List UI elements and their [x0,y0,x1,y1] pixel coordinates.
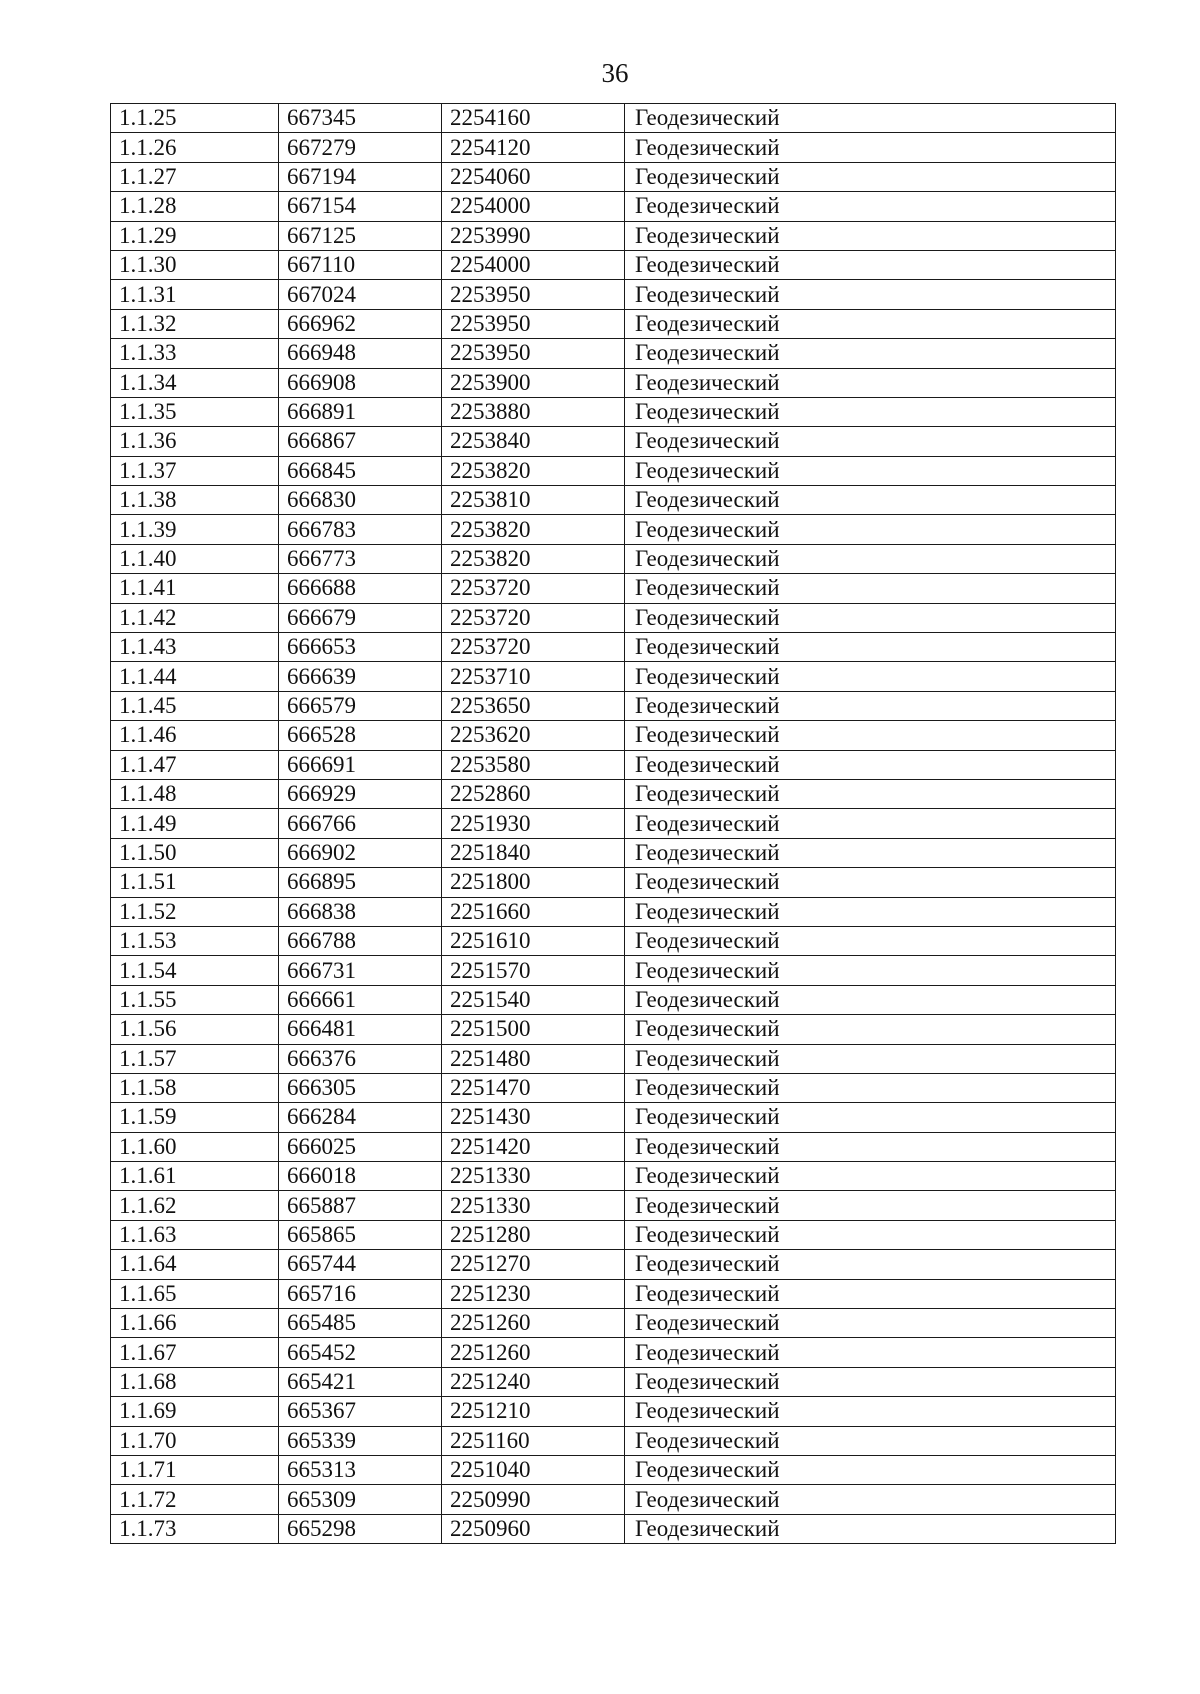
x-coordinate-cell: 666731 [279,956,442,985]
y-coordinate-cell: 2251270 [442,1250,625,1279]
y-coordinate-cell: 2252860 [442,779,625,808]
table-row [111,1015,1116,1044]
y-coordinate-cell: 2254060 [442,162,625,191]
x-coordinate-cell: 665452 [279,1338,442,1367]
point-number-cell: 1.1.26 [111,133,279,162]
table-row [111,280,1116,309]
table-row [111,221,1116,250]
point-number-cell: 1.1.34 [111,368,279,397]
y-coordinate-cell: 2254000 [442,192,625,221]
point-number-cell: 1.1.59 [111,1103,279,1132]
point-type-cell: Геодезический [625,1191,1116,1220]
point-type-cell: Геодезический [625,486,1116,515]
point-type-cell: Геодезический [625,339,1116,368]
y-coordinate-cell: 2253950 [442,280,625,309]
y-coordinate-cell: 2253820 [442,544,625,573]
table-row [111,1220,1116,1249]
x-coordinate-cell: 666679 [279,603,442,632]
point-type-cell: Геодезический [625,368,1116,397]
y-coordinate-cell: 2251500 [442,1015,625,1044]
y-coordinate-cell: 2251230 [442,1279,625,1308]
y-coordinate-cell: 2253620 [442,721,625,750]
table-row [111,779,1116,808]
y-coordinate-cell: 2251480 [442,1044,625,1073]
x-coordinate-cell: 666661 [279,985,442,1014]
y-coordinate-cell: 2254120 [442,133,625,162]
table-row [111,544,1116,573]
table-row [111,1367,1116,1396]
x-coordinate-cell: 666653 [279,633,442,662]
x-coordinate-cell: 666783 [279,515,442,544]
point-number-cell: 1.1.38 [111,486,279,515]
table-row [111,192,1116,221]
point-type-cell: Геодезический [625,1279,1116,1308]
y-coordinate-cell: 2253710 [442,662,625,691]
table-row [111,162,1116,191]
point-type-cell: Геодезический [625,779,1116,808]
point-number-cell: 1.1.25 [111,104,279,133]
x-coordinate-cell: 665485 [279,1309,442,1338]
point-number-cell: 1.1.60 [111,1132,279,1161]
y-coordinate-cell: 2251260 [442,1338,625,1367]
y-coordinate-cell: 2251930 [442,809,625,838]
table-row [111,868,1116,897]
x-coordinate-cell: 665887 [279,1191,442,1220]
y-coordinate-cell: 2253810 [442,486,625,515]
point-number-cell: 1.1.43 [111,633,279,662]
point-type-cell: Геодезический [625,456,1116,485]
point-type-cell: Геодезический [625,1073,1116,1102]
x-coordinate-cell: 666845 [279,456,442,485]
point-type-cell: Геодезический [625,1103,1116,1132]
coordinates-table [110,103,1116,1544]
y-coordinate-cell: 2253840 [442,427,625,456]
point-type-cell: Геодезический [625,250,1116,279]
point-number-cell: 1.1.30 [111,250,279,279]
y-coordinate-cell: 2253990 [442,221,625,250]
point-type-cell: Геодезический [625,750,1116,779]
x-coordinate-cell: 665313 [279,1455,442,1484]
x-coordinate-cell: 666376 [279,1044,442,1073]
point-number-cell: 1.1.62 [111,1191,279,1220]
table-row [111,809,1116,838]
x-coordinate-cell: 666773 [279,544,442,573]
point-type-cell: Геодезический [625,1044,1116,1073]
table-row [111,427,1116,456]
x-coordinate-cell: 666929 [279,779,442,808]
y-coordinate-cell: 2254160 [442,104,625,133]
y-coordinate-cell: 2251160 [442,1426,625,1455]
point-number-cell: 1.1.31 [111,280,279,309]
point-type-cell: Геодезический [625,1162,1116,1191]
point-type-cell: Геодезический [625,427,1116,456]
point-number-cell: 1.1.40 [111,544,279,573]
y-coordinate-cell: 2254000 [442,250,625,279]
table-row [111,1309,1116,1338]
x-coordinate-cell: 666788 [279,926,442,955]
x-coordinate-cell: 665865 [279,1220,442,1249]
point-type-cell: Геодезический [625,868,1116,897]
point-type-cell: Геодезический [625,192,1116,221]
point-type-cell: Геодезический [625,1397,1116,1426]
point-type-cell: Геодезический [625,104,1116,133]
x-coordinate-cell: 665744 [279,1250,442,1279]
table-row [111,1338,1116,1367]
y-coordinate-cell: 2253720 [442,574,625,603]
point-number-cell: 1.1.71 [111,1455,279,1484]
point-number-cell: 1.1.28 [111,192,279,221]
point-number-cell: 1.1.55 [111,985,279,1014]
table-row [111,633,1116,662]
y-coordinate-cell: 2253580 [442,750,625,779]
point-number-cell: 1.1.69 [111,1397,279,1426]
x-coordinate-cell: 666895 [279,868,442,897]
table-row [111,133,1116,162]
point-type-cell: Геодезический [625,691,1116,720]
y-coordinate-cell: 2251800 [442,868,625,897]
point-number-cell: 1.1.56 [111,1015,279,1044]
x-coordinate-cell: 665367 [279,1397,442,1426]
point-type-cell: Геодезический [625,1338,1116,1367]
y-coordinate-cell: 2253820 [442,456,625,485]
table-row [111,250,1116,279]
table-row [111,1250,1116,1279]
x-coordinate-cell: 666891 [279,397,442,426]
table-body [111,104,1116,1544]
x-coordinate-cell: 667154 [279,192,442,221]
y-coordinate-cell: 2251660 [442,897,625,926]
table-row [111,456,1116,485]
table-row [111,985,1116,1014]
x-coordinate-cell: 666284 [279,1103,442,1132]
x-coordinate-cell: 666962 [279,309,442,338]
y-coordinate-cell: 2253950 [442,339,625,368]
x-coordinate-cell: 667345 [279,104,442,133]
y-coordinate-cell: 2250990 [442,1485,625,1514]
y-coordinate-cell: 2251260 [442,1309,625,1338]
point-number-cell: 1.1.72 [111,1485,279,1514]
point-number-cell: 1.1.58 [111,1073,279,1102]
y-coordinate-cell: 2251570 [442,956,625,985]
point-type-cell: Геодезический [625,1485,1116,1514]
y-coordinate-cell: 2251420 [442,1132,625,1161]
point-type-cell: Геодезический [625,162,1116,191]
point-type-cell: Геодезический [625,897,1116,926]
table-row [111,486,1116,515]
table-row [111,1162,1116,1191]
x-coordinate-cell: 666639 [279,662,442,691]
y-coordinate-cell: 2251540 [442,985,625,1014]
point-type-cell: Геодезический [625,1514,1116,1543]
point-type-cell: Геодезический [625,1132,1116,1161]
y-coordinate-cell: 2251330 [442,1191,625,1220]
table-row [111,956,1116,985]
point-type-cell: Геодезический [625,1455,1116,1484]
x-coordinate-cell: 666766 [279,809,442,838]
x-coordinate-cell: 666908 [279,368,442,397]
point-number-cell: 1.1.47 [111,750,279,779]
x-coordinate-cell: 666688 [279,574,442,603]
x-coordinate-cell: 666902 [279,838,442,867]
table-row [111,1191,1116,1220]
table-row [111,1426,1116,1455]
point-type-cell: Геодезический [625,1015,1116,1044]
table-row [111,1279,1116,1308]
point-number-cell: 1.1.46 [111,721,279,750]
table-row [111,838,1116,867]
point-type-cell: Геодезический [625,809,1116,838]
point-type-cell: Геодезический [625,221,1116,250]
y-coordinate-cell: 2251610 [442,926,625,955]
table-row [111,721,1116,750]
table-row [111,397,1116,426]
y-coordinate-cell: 2253720 [442,603,625,632]
y-coordinate-cell: 2253880 [442,397,625,426]
point-number-cell: 1.1.54 [111,956,279,985]
point-type-cell: Геодезический [625,544,1116,573]
point-number-cell: 1.1.65 [111,1279,279,1308]
table-row [111,662,1116,691]
y-coordinate-cell: 2253900 [442,368,625,397]
table-row [111,1103,1116,1132]
point-number-cell: 1.1.44 [111,662,279,691]
x-coordinate-cell: 665339 [279,1426,442,1455]
x-coordinate-cell: 666867 [279,427,442,456]
point-type-cell: Геодезический [625,1309,1116,1338]
point-type-cell: Геодезический [625,926,1116,955]
point-number-cell: 1.1.50 [111,838,279,867]
x-coordinate-cell: 667194 [279,162,442,191]
point-number-cell: 1.1.67 [111,1338,279,1367]
x-coordinate-cell: 666528 [279,721,442,750]
table-row [111,1514,1116,1543]
x-coordinate-cell: 666830 [279,486,442,515]
table-row [111,1455,1116,1484]
point-number-cell: 1.1.32 [111,309,279,338]
page-number: 36 [601,58,629,88]
point-number-cell: 1.1.73 [111,1514,279,1543]
table-row [111,897,1116,926]
point-number-cell: 1.1.49 [111,809,279,838]
table-row [111,603,1116,632]
point-type-cell: Геодезический [625,280,1116,309]
y-coordinate-cell: 2251330 [442,1162,625,1191]
point-type-cell: Геодезический [625,721,1116,750]
x-coordinate-cell: 665716 [279,1279,442,1308]
x-coordinate-cell: 666025 [279,1132,442,1161]
point-type-cell: Геодезический [625,1426,1116,1455]
point-number-cell: 1.1.42 [111,603,279,632]
table-row [111,750,1116,779]
table-row [111,104,1116,133]
table-row [111,1485,1116,1514]
x-coordinate-cell: 667024 [279,280,442,309]
y-coordinate-cell: 2253650 [442,691,625,720]
point-number-cell: 1.1.57 [111,1044,279,1073]
point-type-cell: Геодезический [625,956,1116,985]
x-coordinate-cell: 667279 [279,133,442,162]
y-coordinate-cell: 2251840 [442,838,625,867]
point-number-cell: 1.1.35 [111,397,279,426]
y-coordinate-cell: 2251040 [442,1455,625,1484]
table-row [111,368,1116,397]
table-row [111,691,1116,720]
point-type-cell: Геодезический [625,1367,1116,1396]
x-coordinate-cell: 666018 [279,1162,442,1191]
x-coordinate-cell: 666838 [279,897,442,926]
point-number-cell: 1.1.39 [111,515,279,544]
y-coordinate-cell: 2251210 [442,1397,625,1426]
table-row [111,1044,1116,1073]
point-type-cell: Геодезический [625,309,1116,338]
y-coordinate-cell: 2250960 [442,1514,625,1543]
y-coordinate-cell: 2253820 [442,515,625,544]
point-number-cell: 1.1.70 [111,1426,279,1455]
point-number-cell: 1.1.63 [111,1220,279,1249]
table-row [111,515,1116,544]
point-number-cell: 1.1.45 [111,691,279,720]
y-coordinate-cell: 2253950 [442,309,625,338]
x-coordinate-cell: 666579 [279,691,442,720]
point-type-cell: Геодезический [625,574,1116,603]
y-coordinate-cell: 2251470 [442,1073,625,1102]
table-row [111,339,1116,368]
point-number-cell: 1.1.68 [111,1367,279,1396]
point-number-cell: 1.1.41 [111,574,279,603]
y-coordinate-cell: 2251430 [442,1103,625,1132]
y-coordinate-cell: 2253720 [442,633,625,662]
point-number-cell: 1.1.52 [111,897,279,926]
point-number-cell: 1.1.33 [111,339,279,368]
point-type-cell: Геодезический [625,985,1116,1014]
y-coordinate-cell: 2251280 [442,1220,625,1249]
x-coordinate-cell: 665298 [279,1514,442,1543]
point-type-cell: Геодезический [625,1250,1116,1279]
x-coordinate-cell: 667125 [279,221,442,250]
point-number-cell: 1.1.37 [111,456,279,485]
point-type-cell: Геодезический [625,838,1116,867]
point-type-cell: Геодезический [625,662,1116,691]
x-coordinate-cell: 666305 [279,1073,442,1102]
x-coordinate-cell: 665421 [279,1367,442,1396]
y-coordinate-cell: 2251240 [442,1367,625,1396]
point-number-cell: 1.1.48 [111,779,279,808]
point-number-cell: 1.1.61 [111,1162,279,1191]
table-row [111,1397,1116,1426]
table-row [111,1073,1116,1102]
x-coordinate-cell: 666481 [279,1015,442,1044]
x-coordinate-cell: 667110 [279,250,442,279]
point-type-cell: Геодезический [625,1220,1116,1249]
point-number-cell: 1.1.66 [111,1309,279,1338]
point-type-cell: Геодезический [625,133,1116,162]
point-number-cell: 1.1.64 [111,1250,279,1279]
point-number-cell: 1.1.27 [111,162,279,191]
table-row [111,1132,1116,1161]
table-row [111,926,1116,955]
point-type-cell: Геодезический [625,633,1116,662]
table-row [111,309,1116,338]
point-type-cell: Геодезический [625,397,1116,426]
point-number-cell: 1.1.53 [111,926,279,955]
point-number-cell: 1.1.29 [111,221,279,250]
point-number-cell: 1.1.51 [111,868,279,897]
x-coordinate-cell: 666948 [279,339,442,368]
x-coordinate-cell: 666691 [279,750,442,779]
point-type-cell: Геодезический [625,603,1116,632]
point-type-cell: Геодезический [625,515,1116,544]
table-row [111,574,1116,603]
point-number-cell: 1.1.36 [111,427,279,456]
x-coordinate-cell: 665309 [279,1485,442,1514]
